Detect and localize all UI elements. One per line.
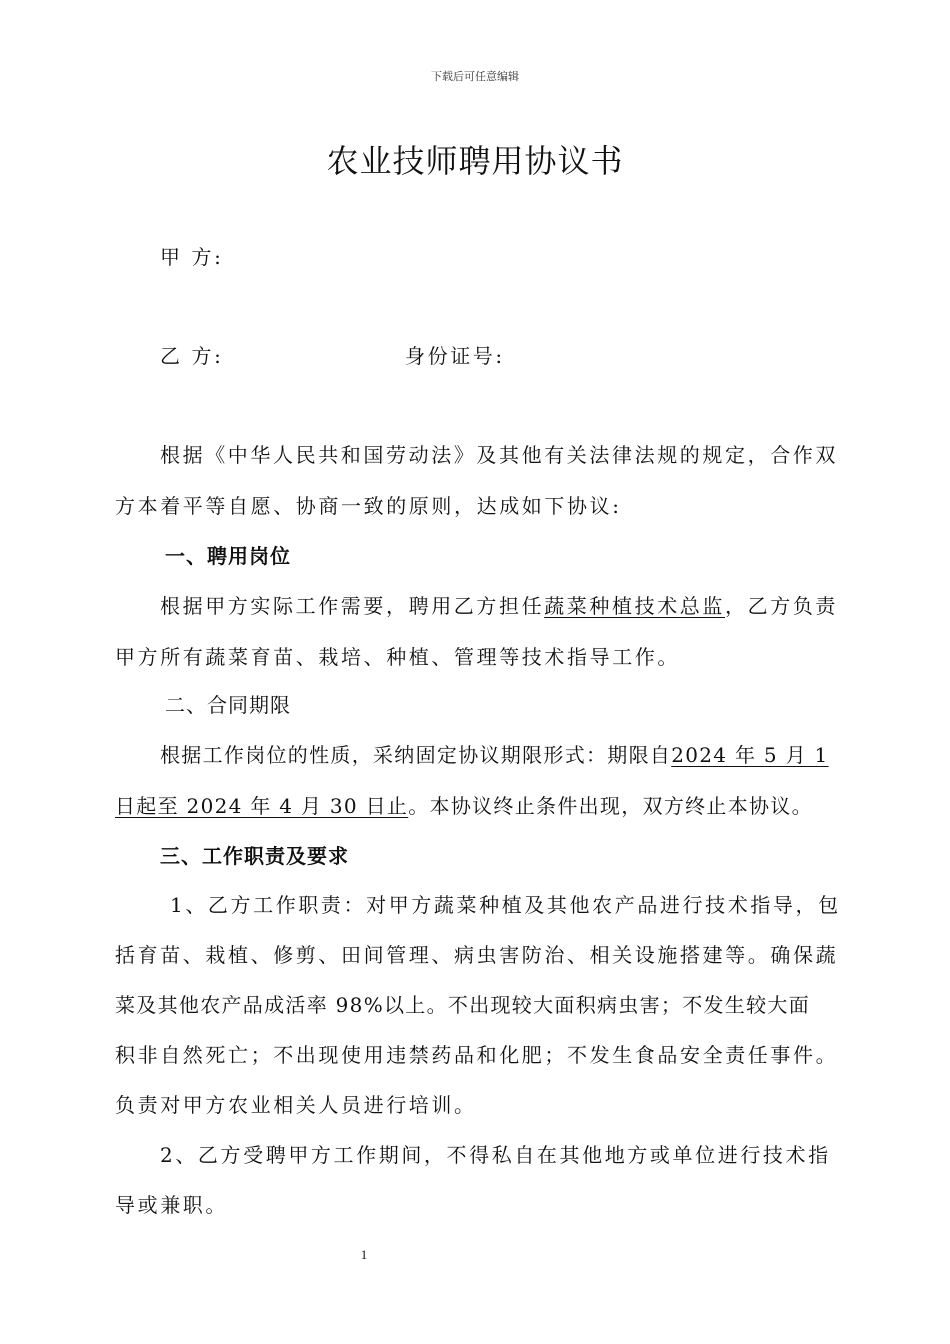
section-3-item-1-line-2: 括育苗、栽植、修剪、田间管理、病虫害防治、相关设施搭建等。确保蔬 (115, 943, 839, 967)
section-1-line-1 (160, 581, 840, 631)
section-2-line-2 (115, 781, 840, 831)
party-a-label: 甲 方: (160, 245, 224, 269)
party-b-label: 乙 方: (160, 344, 224, 368)
section-2-line-1 (160, 730, 840, 780)
section-3-heading: 三、工作职责及要求 (160, 844, 349, 868)
contract-start-date: 2024 年 5 月 1 (671, 743, 829, 767)
page-number: 1 (360, 1247, 368, 1262)
page-title: 农业技师聘用协议书 (326, 142, 624, 180)
section-1-line-2: 甲方所有蔬菜育苗、栽培、种植、管理等技术指导工作。 (115, 645, 680, 669)
section-3-item-2-line-1: 2、乙方受聘甲方工作期间，不得私自在其他地方或单位进行技术指 (160, 1143, 831, 1167)
section-3-item-1-line-3: 菜及其他农产品成活率 98%以上。不出现较大面积病虫害；不发生较大面 (115, 993, 811, 1017)
id-number-label: 身份证号: (405, 344, 505, 368)
section-3-item-1-line-1: 1、乙方工作职责：对甲方蔬菜种植及其他农产品进行技术指导，包 (170, 893, 841, 917)
intro-line-2: 方本着平等自愿、协商一致的原则，达成如下协议: (115, 494, 622, 518)
section-1-line-1-tail: ，乙方负责 (725, 594, 839, 618)
section-2-line-2-tail: 。本协议终止条件出现，双方终止本协议。 (408, 794, 813, 818)
header-note: 下载后可任意编辑 (431, 70, 519, 83)
section-3-item-1-line-5: 负责对甲方农业相关人员进行培训。 (115, 1093, 477, 1117)
section-2-heading: 二、合同期限 (165, 693, 291, 717)
section-3-item-1-line-4: 积非自然死亡；不出现使用违禁药品和化肥；不发生食品安全责任事件。 (115, 1043, 839, 1067)
section-1-heading: 一、聘用岗位 (165, 544, 291, 568)
position-title: 蔬菜种植技术总监 (544, 594, 726, 618)
section-2-line-1-text: 根据工作岗位的性质，采纳固定协议期限形式：期限自 (160, 743, 672, 767)
section-3-item-2-line-2: 导或兼职。 (115, 1193, 228, 1217)
section-1-line-1-text: 根据甲方实际工作需要，聘用乙方担任 (160, 594, 545, 618)
contract-end-date: 日起至 2024 年 4 月 30 日止 (115, 794, 409, 818)
intro-line-1: 根据《中华人民共和国劳动法》及其他有关法律法规的规定，合作双 (160, 443, 838, 467)
